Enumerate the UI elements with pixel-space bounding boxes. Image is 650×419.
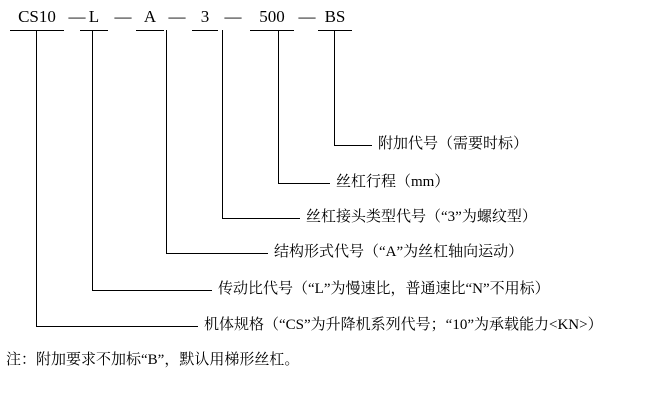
code-underline-6	[318, 30, 352, 31]
code-segment-4: 3	[200, 7, 210, 26]
code-segment-5: 500	[259, 7, 285, 26]
code-underline-1	[10, 30, 64, 31]
leader-vline-screw-travel	[278, 30, 279, 183]
code-underline-4	[192, 30, 218, 31]
leader-hline-screw-joint-type	[222, 218, 300, 219]
leader-hline-structure-form	[166, 253, 268, 254]
leader-vline-structure-form	[166, 30, 167, 253]
callout-label-additional-code: 附加代号（需要时标）	[378, 136, 529, 152]
code-separator-3: —	[168, 7, 186, 26]
code-segment-2: L	[88, 7, 100, 26]
code-separator-2: —	[114, 7, 132, 26]
model-code-row	[0, 6, 650, 32]
leader-hline-screw-travel	[278, 183, 330, 184]
code-segment-1: CS10	[18, 7, 56, 26]
leader-hline-transmission-ratio	[92, 290, 212, 291]
callout-label-machine-spec: 机体规格（“CS”为升降机系列代号；“10”为承载能力<KN>）	[204, 317, 603, 333]
leader-hline-additional-code	[334, 145, 372, 146]
leader-vline-screw-joint-type	[222, 30, 223, 218]
code-separator-1: —	[68, 7, 86, 26]
code-underline-3	[136, 30, 164, 31]
leader-hline-machine-spec	[36, 326, 198, 327]
code-separator-4: —	[224, 7, 242, 26]
diagram-note: 注：附加要求不加标“B”，默认用梯形丝杠。	[6, 352, 300, 368]
callout-label-transmission-ratio: 传动比代号（“L”为慢速比，普通速比“N”不用标）	[218, 281, 550, 297]
callout-label-screw-joint-type: 丝杠接头类型代号（“3”为螺纹型）	[306, 209, 537, 225]
leader-vline-transmission-ratio	[92, 30, 93, 290]
code-separator-5: —	[298, 7, 316, 26]
code-segment-3: A	[143, 7, 157, 26]
code-underline-5	[250, 30, 294, 31]
callout-label-screw-travel: 丝杠行程（mm）	[336, 174, 450, 190]
leader-vline-additional-code	[334, 30, 335, 145]
code-segment-6: BS	[324, 7, 346, 26]
code-underline-2	[80, 30, 108, 31]
leader-vline-machine-spec	[36, 30, 37, 326]
callout-label-structure-form: 结构形式代号（“A”为丝杠轴向运动）	[274, 244, 524, 260]
